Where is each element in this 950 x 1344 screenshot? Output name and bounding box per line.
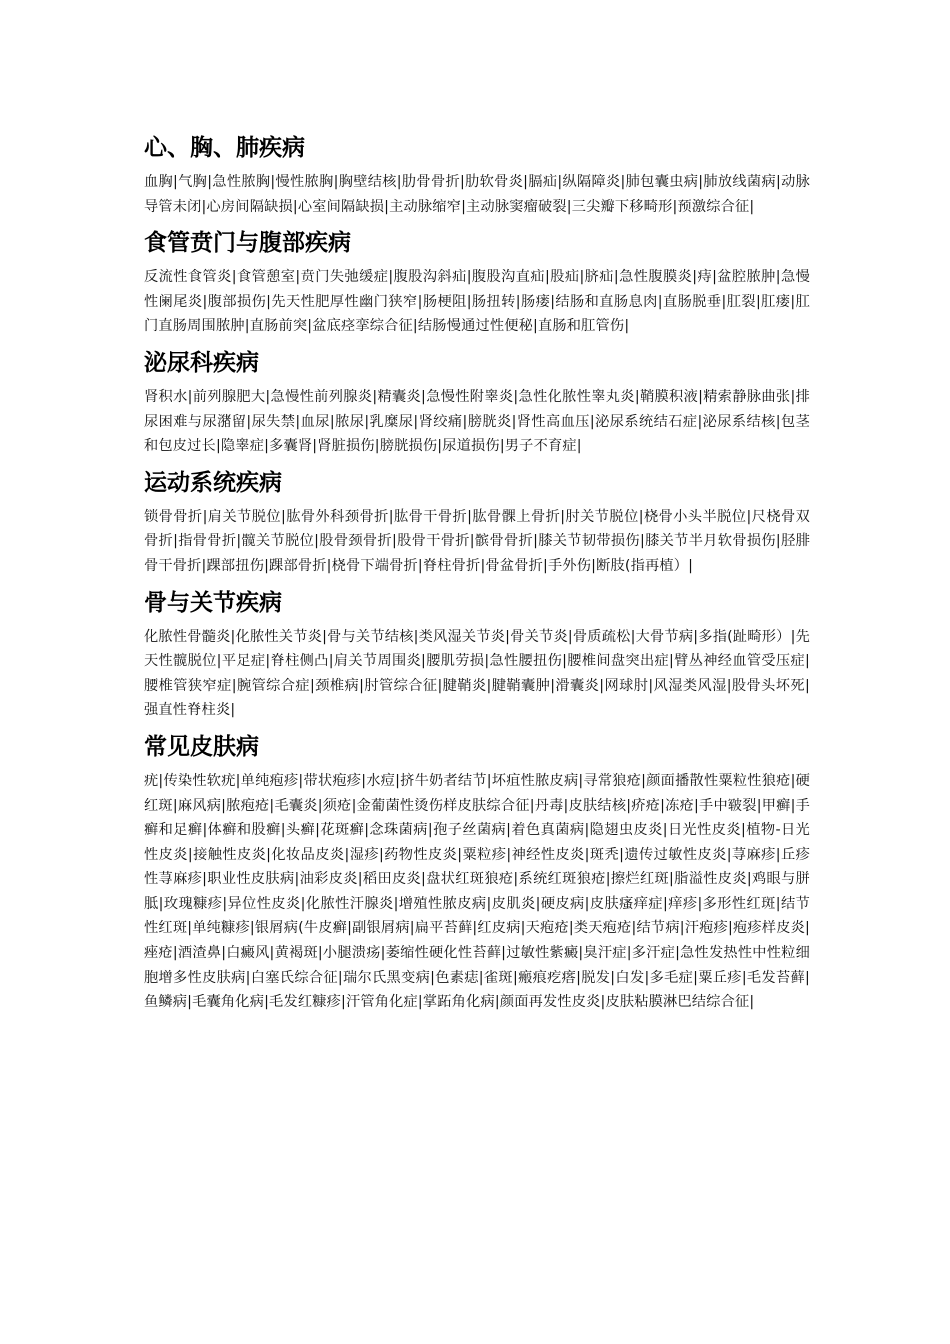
section-heading: 常见皮肤病 [144, 733, 259, 760]
section-skin [144, 731, 810, 1015]
section-body: 血胸|气胸|急性脓胸|慢性脓胸|胸壁结核|肋骨骨折|肋软骨炎|膈疝|纵隔障炎|肺包囊虫病|肺放线菌病|动脉导管未闭|心房间隔缺损|心室间隔缺损|主动脉缩窄|主动脉窦瘤破裂|三尖瓣下移畸形|预激综合征| [144, 174, 810, 215]
document-page [144, 132, 810, 1023]
section-body: 锁骨骨折|肩关节脱位|肱骨外科颈骨折|肱骨干骨折|肱骨髁上骨折|肘关节脱位|桡骨小头半脱位|尺桡骨双骨折|指骨骨折|髋关节脱位|股骨颈骨折|股骨干骨折|髌骨骨折|膝关节韧带损伤|膝关节半月软骨损伤|胫腓骨干骨折|踝部扭伤|踝部骨折|桡骨下端骨折|脊柱骨折|骨盆骨折|手外伤|断肢(指再植）| [144, 508, 810, 574]
section-heading: 骨与关节疾病 [144, 589, 282, 616]
section-body: 疣|传染性软疣|单纯疱疹|带状疱疹|水痘|挤牛奶者结节|坏疽性脓皮病|寻常狼疮|颜面播散性粟粒性狼疮|硬红斑|麻风病|脓疱疮|毛囊炎|须疮|金葡菌性烫伤样皮肤综合征|丹毒|皮肤结核|疥疮|冻疮|手中皲裂|甲癣|手癣和足癣|体癣和股癣|头癣|花斑癣|念珠菌病|孢子丝菌病|着色真菌病|隐翅虫皮炎|日光性皮炎|植物-日光性皮炎|接触性皮炎|化妆品皮炎|湿疹|药物性皮炎|粟粒疹|神经性皮炎|斑秃|遗传过敏性皮炎|荨麻疹|丘疹性荨麻疹|职业性皮肤病|油彩皮炎|稻田皮炎|盘状红斑狼疮|系统红斑狼疮|擦烂红斑|脂溢性皮炎|鸡眼与胼胝|玫瑰糠疹|异位性皮炎|化脓性汗腺炎|增殖性脓皮病|皮肌炎|硬皮病|皮肤瘙痒症|痒疹|多形性红斑|结节性红斑|单纯糠疹|银屑病(牛皮癣|副银屑病|扁平苔藓|红皮病|天疱疮|类天疱疮|结节病|汗疱疹|疱疹样皮炎|痤疮|酒渣鼻|白癜风|黄褐斑|小腿溃疡|萎缩性硬化性苔藓|过敏性紫癜|臭汗症|多汗症|急性发热性中性粒细胞增多性皮肤病|白塞氏综合征|瑞尔氏黑变病|色素痣|雀斑|瘢痕疙瘩|脱发|白发|多毛症|粟丘疹|毛发苔藓|鱼鳞病|毛囊角化病|毛发红糠疹|汗管角化症|掌跖角化病|颜面再发性皮炎|皮肤粘膜淋巴结综合征| [144, 772, 810, 1011]
section-urology [144, 347, 810, 459]
section-body: 反流性食管炎|食管憩室|贲门失弛缓症|腹股沟斜疝|腹股沟直疝|股疝|脐疝|急性腹膜炎|痔|盆腔脓肿|急慢性阑尾炎|腹部损伤|先天性肥厚性幽门狭窄|肠梗阻|肠扭转|肠瘘|结肠和直肠息肉|直肠脱垂|肛裂|肛瘘|肛门直肠周围脓肿|直肠前突|盆底痉挛综合征|结肠慢通过性便秘|直肠和肛管伤| [144, 269, 810, 335]
section-motor-system [144, 467, 810, 579]
section-heading: 运动系统疾病 [144, 469, 282, 496]
section-bone-joint [144, 587, 810, 723]
section-heart-chest-lung [144, 132, 810, 219]
section-heading: 泌尿科疾病 [144, 349, 259, 376]
section-body: 化脓性骨髓炎|化脓性关节炎|骨与关节结核|类风湿关节炎|骨关节炎|骨质疏松|大骨节病|多指(趾畸形）|先天性髋脱位|平足症|脊柱侧凸|肩关节周围炎|腰肌劳损|急性腰扭伤|腰椎间盘突出症|臂丛神经血管受压症|腰椎管狭窄症|腕管综合症|颈椎病|肘管综合征|腱鞘炎|腱鞘囊肿|滑囊炎|网球肘|风湿类风湿|股骨头坏死|强直性脊柱炎| [144, 628, 810, 719]
section-esophagus-abdomen [144, 227, 810, 339]
section-body: 肾积水|前列腺肥大|急慢性前列腺炎|精囊炎|急慢性附睾炎|急性化脓性睾丸炎|鞘膜积液|精索静脉曲张|排尿困难与尿潴留|尿失禁|血尿|脓尿|乳糜尿|肾绞痛|膀胱炎|肾性高血压|泌尿系统结石症|泌尿系结核|包茎和包皮过长|隐睾症|多囊肾|肾脏损伤|膀胱损伤|尿道损伤|男子不育症| [144, 388, 810, 455]
section-heading: 心、胸、肺疾病 [144, 135, 305, 161]
section-heading: 食管贲门与腹部疾病 [144, 230, 351, 257]
